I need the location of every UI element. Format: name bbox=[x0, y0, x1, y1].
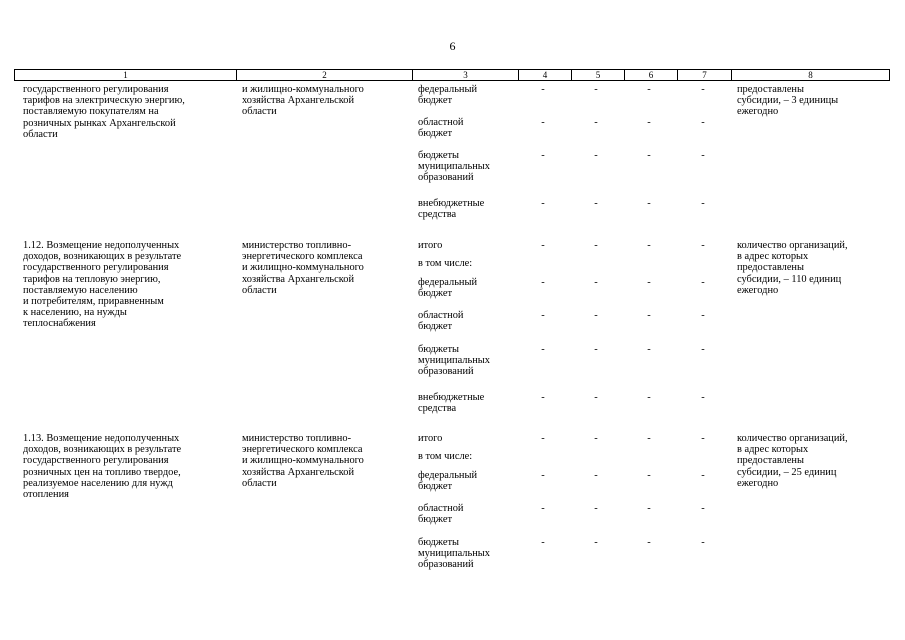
funding-value-dash: - bbox=[594, 240, 598, 251]
funding-source-line: средства bbox=[418, 209, 457, 221]
activity-name-line: и потребителям, приравненным bbox=[23, 296, 164, 307]
funding-value-dash: - bbox=[594, 470, 598, 481]
funding-value-dash: - bbox=[541, 198, 545, 209]
funding-source-line: областной bbox=[418, 503, 464, 514]
funding-value-dash: - bbox=[647, 117, 651, 128]
activity-name-line: государственного регулирования bbox=[23, 455, 169, 467]
funding-value-dash: - bbox=[701, 240, 705, 251]
funding-source-line: внебюджетные bbox=[418, 198, 485, 209]
indicator-line: количество организаций, bbox=[737, 240, 848, 251]
executor-line: и жилищно-коммунального bbox=[242, 84, 364, 95]
funding-source-line: областной bbox=[418, 117, 464, 128]
executor-line: и жилищно-коммунального bbox=[242, 262, 364, 274]
funding-value-dash: - bbox=[541, 503, 545, 514]
header-col-5: 5 bbox=[571, 69, 625, 81]
funding-value-dash: - bbox=[701, 277, 705, 288]
executor-line: области bbox=[242, 477, 277, 489]
funding-value-dash: - bbox=[647, 433, 651, 444]
funding-value-dash: - bbox=[647, 392, 651, 403]
funding-value-dash: - bbox=[594, 433, 598, 444]
executor-line: энергетического комплекса bbox=[242, 251, 363, 263]
funding-source-line: средства bbox=[418, 403, 457, 415]
activity-name-line: 1.13. Возмещение недополученных bbox=[23, 433, 180, 444]
funding-value-dash: - bbox=[594, 503, 598, 514]
indicator-line: ежегодно bbox=[737, 106, 779, 118]
activity-name-line: поставляемую населению bbox=[23, 284, 138, 296]
indicator-line: количество организаций, bbox=[737, 433, 848, 444]
funding-source-line: муниципальных bbox=[418, 355, 490, 367]
activity-name-line: розничных рынках Архангельской bbox=[23, 117, 176, 129]
funding-source-line: муниципальных bbox=[418, 161, 490, 173]
funding-value-dash: - bbox=[647, 344, 651, 355]
funding-value-dash: - bbox=[594, 344, 598, 355]
activity-name-line: поставляемую покупателям на bbox=[23, 106, 159, 118]
funding-value-dash: - bbox=[594, 117, 598, 128]
header-col-2: 2 bbox=[236, 69, 413, 81]
funding-value-dash: - bbox=[541, 344, 545, 355]
indicator-line: предоставлены bbox=[737, 455, 804, 467]
activity-name-line: 1.12. Возмещение недополученных bbox=[23, 240, 180, 251]
executor-line: министерство топливно- bbox=[242, 433, 352, 444]
activity-name-line: доходов, возникающих в результате bbox=[23, 251, 182, 263]
funding-value-dash: - bbox=[647, 84, 651, 95]
funding-value-dash: - bbox=[541, 117, 545, 128]
funding-source-line: муниципальных bbox=[418, 548, 490, 560]
header-col-7: 7 bbox=[677, 69, 732, 81]
funding-source-line: бюджет bbox=[418, 514, 453, 526]
executor-line: области bbox=[242, 284, 277, 296]
executor-line: министерство топливно- bbox=[242, 240, 352, 251]
funding-source-line: образований bbox=[418, 172, 474, 184]
funding-value-dash: - bbox=[647, 240, 651, 251]
funding-value-dash: - bbox=[594, 198, 598, 209]
activity-name-line: отопления bbox=[23, 489, 69, 500]
executor-line: хозяйства Архангельской bbox=[242, 466, 355, 478]
indicator-line: ежегодно bbox=[737, 477, 779, 489]
funding-value-dash: - bbox=[647, 277, 651, 288]
funding-source-line: федеральный bbox=[418, 84, 478, 95]
indicator-line: в адрес которых bbox=[737, 444, 809, 456]
funding-source-line: внебюджетные bbox=[418, 392, 485, 403]
funding-value-dash: - bbox=[541, 470, 545, 481]
indicator-line: субсидии, – 110 единиц bbox=[737, 273, 842, 285]
header-col-6: 6 bbox=[624, 69, 678, 81]
funding-value-dash: - bbox=[541, 433, 545, 444]
funding-source-line: бюджеты bbox=[418, 344, 459, 355]
header-col-3: 3 bbox=[412, 69, 519, 81]
activity-name-line: розничных цен на топливо твердое, bbox=[23, 466, 181, 478]
funding-source-line: бюджет bbox=[418, 321, 453, 333]
funding-source-line: бюджет bbox=[418, 128, 453, 140]
funding-value-dash: - bbox=[701, 503, 705, 514]
activity-name-line: реализуемое населению для нужд bbox=[23, 477, 173, 489]
funding-value-dash: - bbox=[647, 310, 651, 321]
indicator-line: предоставлены bbox=[737, 84, 804, 95]
executor-line: хозяйства Архангельской bbox=[242, 95, 355, 107]
funding-value-dash: - bbox=[647, 470, 651, 481]
funding-source-line: в том числе: bbox=[418, 258, 473, 269]
activity-name-line: теплоснабжения bbox=[23, 318, 96, 330]
funding-source-line: федеральный bbox=[418, 470, 478, 481]
activity-name-line: государственного регулирования bbox=[23, 262, 169, 274]
funding-source-line: бюджеты bbox=[418, 537, 459, 548]
funding-value-dash: - bbox=[701, 470, 705, 481]
funding-value-dash: - bbox=[647, 537, 651, 548]
executor-line: хозяйства Архангельской bbox=[242, 273, 355, 285]
funding-value-dash: - bbox=[701, 537, 705, 548]
indicator-line: субсидии, – 3 единицы bbox=[737, 95, 839, 107]
indicator-line: предоставлены bbox=[737, 262, 804, 274]
funding-value-dash: - bbox=[541, 150, 545, 161]
activity-name-line: тарифов на электрическую энергию, bbox=[23, 95, 185, 107]
funding-value-dash: - bbox=[594, 537, 598, 548]
funding-value-dash: - bbox=[701, 198, 705, 209]
funding-source-line: в том числе: bbox=[418, 451, 473, 462]
funding-source-line: образований bbox=[418, 366, 474, 378]
funding-value-dash: - bbox=[647, 503, 651, 514]
funding-value-dash: - bbox=[594, 310, 598, 321]
funding-value-dash: - bbox=[701, 84, 705, 95]
funding-value-dash: - bbox=[701, 344, 705, 355]
funding-value-dash: - bbox=[594, 277, 598, 288]
funding-source-line: итого bbox=[418, 433, 443, 444]
funding-value-dash: - bbox=[541, 277, 545, 288]
funding-value-dash: - bbox=[647, 150, 651, 161]
funding-value-dash: - bbox=[594, 84, 598, 95]
funding-source-line: бюджет bbox=[418, 288, 453, 300]
funding-value-dash: - bbox=[541, 537, 545, 548]
header-col-4: 4 bbox=[518, 69, 572, 81]
header-col-1: 1 bbox=[14, 69, 237, 81]
funding-value-dash: - bbox=[701, 310, 705, 321]
executor-line: области bbox=[242, 106, 277, 118]
funding-value-dash: - bbox=[647, 198, 651, 209]
funding-value-dash: - bbox=[541, 310, 545, 321]
funding-value-dash: - bbox=[541, 392, 545, 403]
funding-value-dash: - bbox=[701, 433, 705, 444]
funding-value-dash: - bbox=[541, 84, 545, 95]
funding-value-dash: - bbox=[541, 240, 545, 251]
indicator-line: субсидии, – 25 единиц bbox=[737, 466, 837, 478]
activity-name-line: тарифов на тепловую энергию, bbox=[23, 273, 161, 285]
funding-source-line: бюджеты bbox=[418, 150, 459, 161]
funding-source-line: образований bbox=[418, 559, 474, 571]
executor-line: и жилищно-коммунального bbox=[242, 455, 364, 467]
executor-line: энергетического комплекса bbox=[242, 444, 363, 456]
funding-value-dash: - bbox=[701, 117, 705, 128]
indicator-line: ежегодно bbox=[737, 284, 779, 296]
activity-name-line: государственного регулирования bbox=[23, 84, 169, 95]
funding-source-line: областной bbox=[418, 310, 464, 321]
funding-source-line: бюджет bbox=[418, 95, 453, 107]
funding-source-line: итого bbox=[418, 240, 443, 251]
funding-source-line: бюджет bbox=[418, 481, 453, 493]
header-col-8: 8 bbox=[731, 69, 890, 81]
activity-name-line: области bbox=[23, 128, 58, 140]
funding-source-line: федеральный bbox=[418, 277, 478, 288]
funding-value-dash: - bbox=[594, 392, 598, 403]
activity-name-line: к населению, на нужды bbox=[23, 307, 127, 319]
funding-value-dash: - bbox=[701, 150, 705, 161]
funding-value-dash: - bbox=[594, 150, 598, 161]
indicator-line: в адрес которых bbox=[737, 251, 809, 263]
activity-name-line: доходов, возникающих в результате bbox=[23, 444, 182, 456]
funding-value-dash: - bbox=[701, 392, 705, 403]
page-number: 6 bbox=[449, 39, 456, 53]
